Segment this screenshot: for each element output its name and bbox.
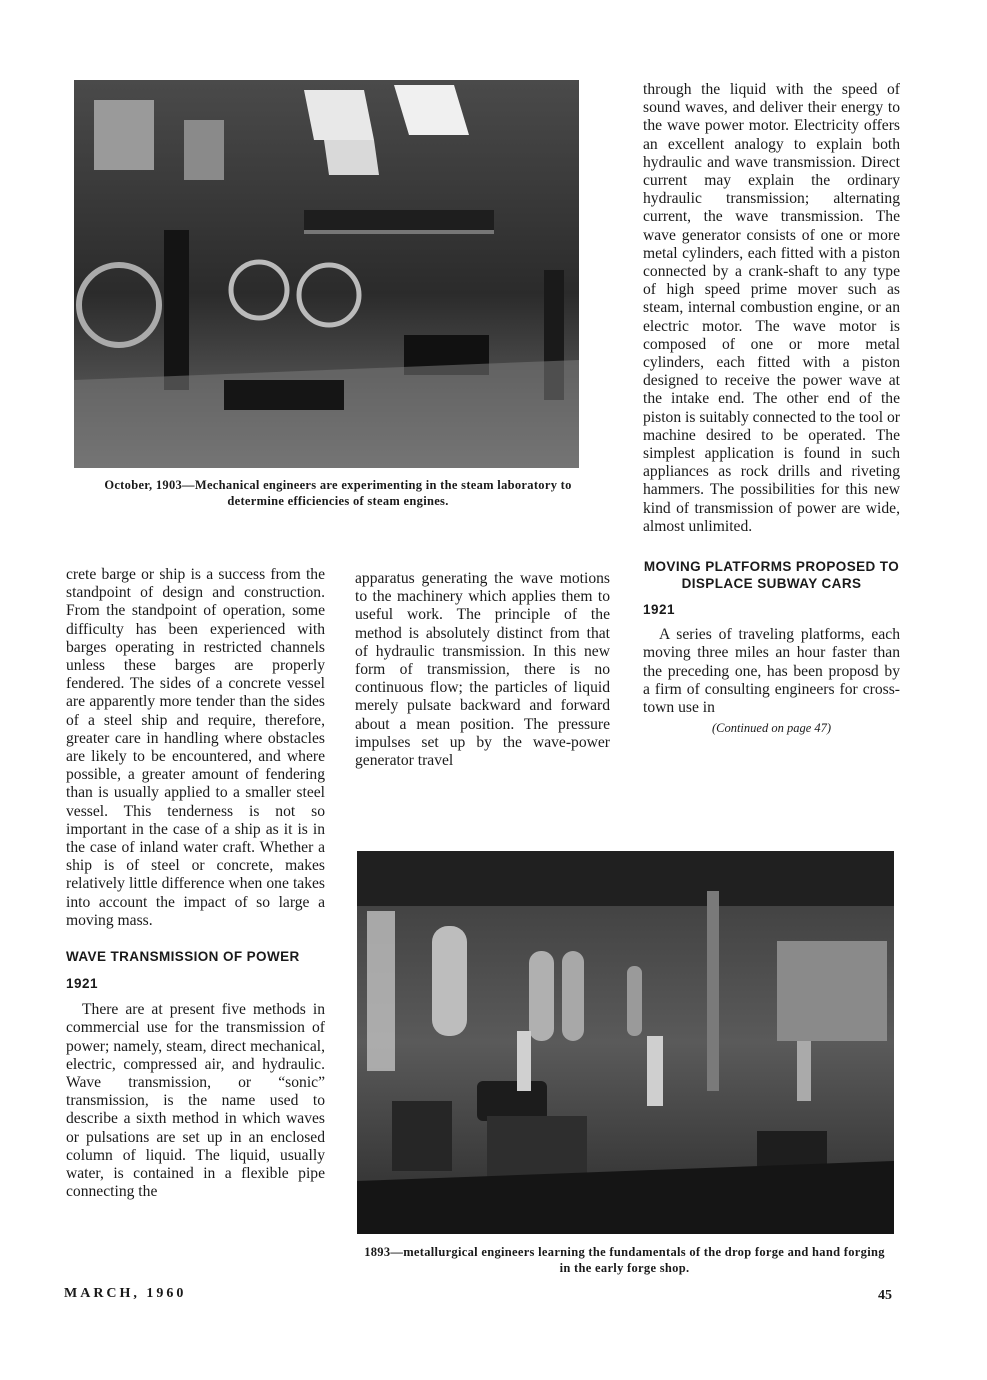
column-2: [355, 570, 610, 770]
photo2-caption: 1893—metallurgical engineers learning the fundamentals of the drop forge and hand forging in the early forge shop.: [364, 1245, 885, 1275]
steam-laboratory-photo: [74, 80, 579, 468]
wave-transmission-heading: WAVE TRANSMISSION OF POWER: [66, 949, 300, 965]
issue-date: MARCH, 1960: [64, 1286, 187, 1301]
forge-shop-illustration: [357, 851, 894, 1234]
continued-note: (Continued on page 47): [711, 721, 832, 736]
wave-transmission-year: 1921: [66, 976, 99, 992]
moving-platforms-year: 1921: [643, 602, 676, 618]
column1-paragraph-2: There are at present five methods in commercial use for the transmission of power; namely, steam, direct mechanical, electric, compressed air, and hydraulic. Wave transmission, or “sonic” transmission, is the name used to describe a sixth method in which waves or pulsations are set up in an enclosed column of liquid. The liquid, usually water, is contained in a flexible pipe connecting the: [66, 1001, 325, 1201]
forge-shop-photo: [357, 851, 894, 1234]
column1-paragraph-1: crete barge or ship is a success from the standpoint of design and construction. From the standpoint of operation, some difficulty has been experienced with barges operating in restricted channels unless these barges are properly fendered. The sides of a concrete vessel are apparently more tender than the sides of a steel ship and require, therefore, greater care in handling where obstacles are likely to be encountered, and where possible, a greater amount of fendering than is usually applied to a smaller steel vessel. This tenderness is not so important in the case of a ship as it is in the case of inland water craft. Whether a ship is of steel or concrete, makes relatively little difference when one takes into account the impact of so large a moving mass.: [66, 566, 325, 929]
column-3: [643, 81, 900, 738]
steam-laboratory-illustration: [74, 80, 579, 468]
column2-paragraph-1: apparatus generating the wave motions to the machinery which applies them to useful work. The principle of the method is absolutely distinct from that of hydraulic transmission. In this new form of transmission, there is no continuous flow; the particles of liquid merely pulsate backward and forward about a mean position. The pressure impulses set up by the wave-power generator travel: [355, 570, 610, 770]
photo1-caption: October, 1903—Mechanical engineers are experimenting in the steam laboratory to determine efficiencies of steam engines.: [104, 478, 572, 508]
column-1: [66, 566, 325, 1202]
column3-paragraph-1: through the liquid with the speed of sound waves, and deliver their energy to the wave power motor. Electricity offers an excellent analogy to explain both hydraulic and wave transmission. Direct current may explain the ordinary hydraulic transmission; alternating current, the wave transmission. The wave generator consists of one or more metal cylinders, each fitted with a piston connected by a crank-shaft to any type of high speed prime mover such as steam, internal combustion engine, or an electric motor. The wave motor is composed of one or more metal cylinders, each fitted with a piston designed to receive the power wave at the intake end. The other end of the piston is suitably connected to the tool or machine desired to be operated. The simplest application is found in such appliances as rock drills and riveting hammers. The possibilities for this new kind of transmission of power are wide, almost unlimited.: [643, 81, 900, 535]
page-number: 45: [878, 1288, 892, 1303]
column3-paragraph-2: A series of traveling platforms, each moving three miles an hour faster than the preceding one, has been proposd by a firm of consulting engineers for cross-town use in: [643, 626, 900, 717]
moving-platforms-heading: MOVING PLATFORMS PROPOSED TO DISPLACE SUBWAY CARS: [643, 559, 900, 592]
